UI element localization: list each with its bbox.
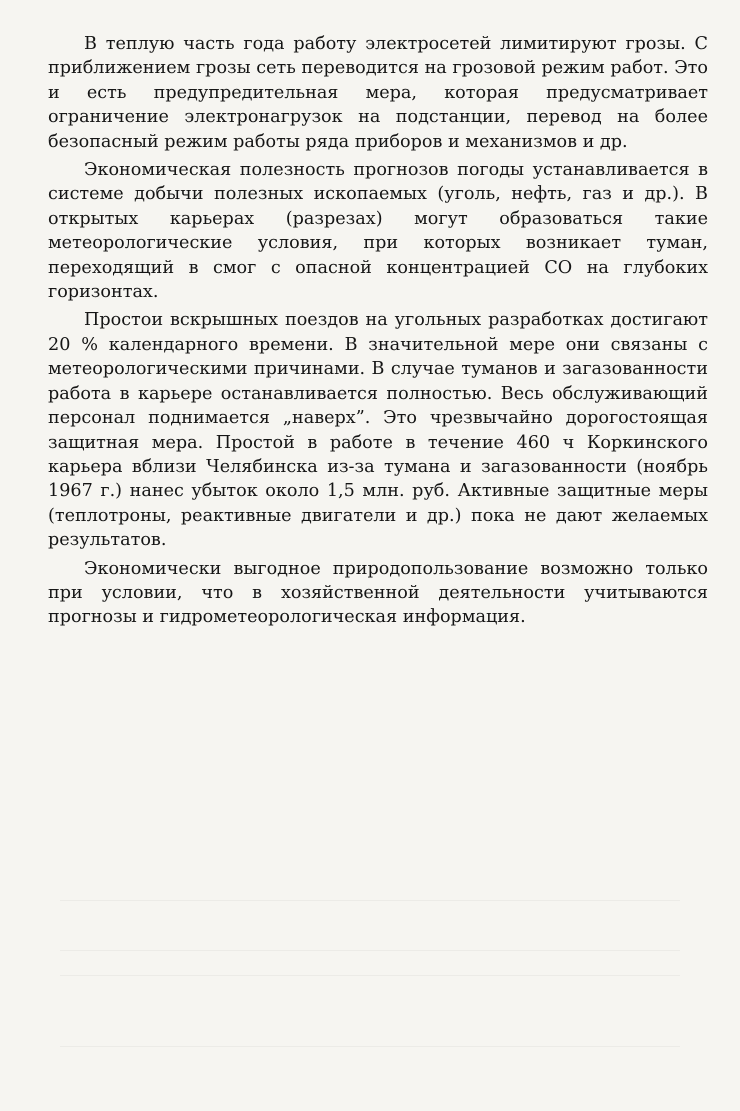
paragraph-conclusion: Экономически выгодное природопользование возможно только при условии, что в хозяйственной деятельности учитываются прогнозы и гидрометеорологическая информация.: [48, 558, 708, 628]
paragraph-train-downtime: Простои вскрышных поездов на угольных разработках достигают 20 % календарного времени. В значительной мере они связаны с метеорологическими причинами. В случае туманов и загазованности работа в карьере останавливается полностью. Весь обслуживающий персонал поднимается „наверх”. Это чрезвычайно дорогостоящая защитная мера. Простой в работе в течение 460 ч Коркинского карьера вблизи Челябинска из-за тумана и загазованности (ноябрь 1967 г.) нанес убыток около 1,5 млн. руб. Активные защитные меры (теплотроны, реактивные двигатели и др.) пока не дают желаемых результатов.: [48, 310, 708, 551]
bleed-through-line: [60, 950, 680, 951]
bleed-through-line: [60, 900, 680, 901]
document-page: [48, 32, 708, 634]
bleed-through-line: [60, 1046, 680, 1047]
paragraph-thunderstorms: В теплую часть года работу электросетей лимитируют грозы. С приближением грозы сеть переводится на грозовой режим работ. Это и есть предупредительная мера, которая предусматривает ограничение электронагрузок на подстанции, перевод на более безопасный режим работы ряда приборов и механизмов и др.: [48, 34, 708, 152]
bleed-through-line: [60, 975, 680, 976]
paragraph-mining-forecasts: Экономическая полезность прогнозов погоды устанавливается в системе добычи полезных ископаемых (уголь, нефть, газ и др.). В открытых карьерах (разрезах) могут образоваться такие метеорологические условия, при которых возникает туман, переходящий в смог с опасной концентрацией СО на глубоких горизонтах.: [48, 160, 708, 303]
